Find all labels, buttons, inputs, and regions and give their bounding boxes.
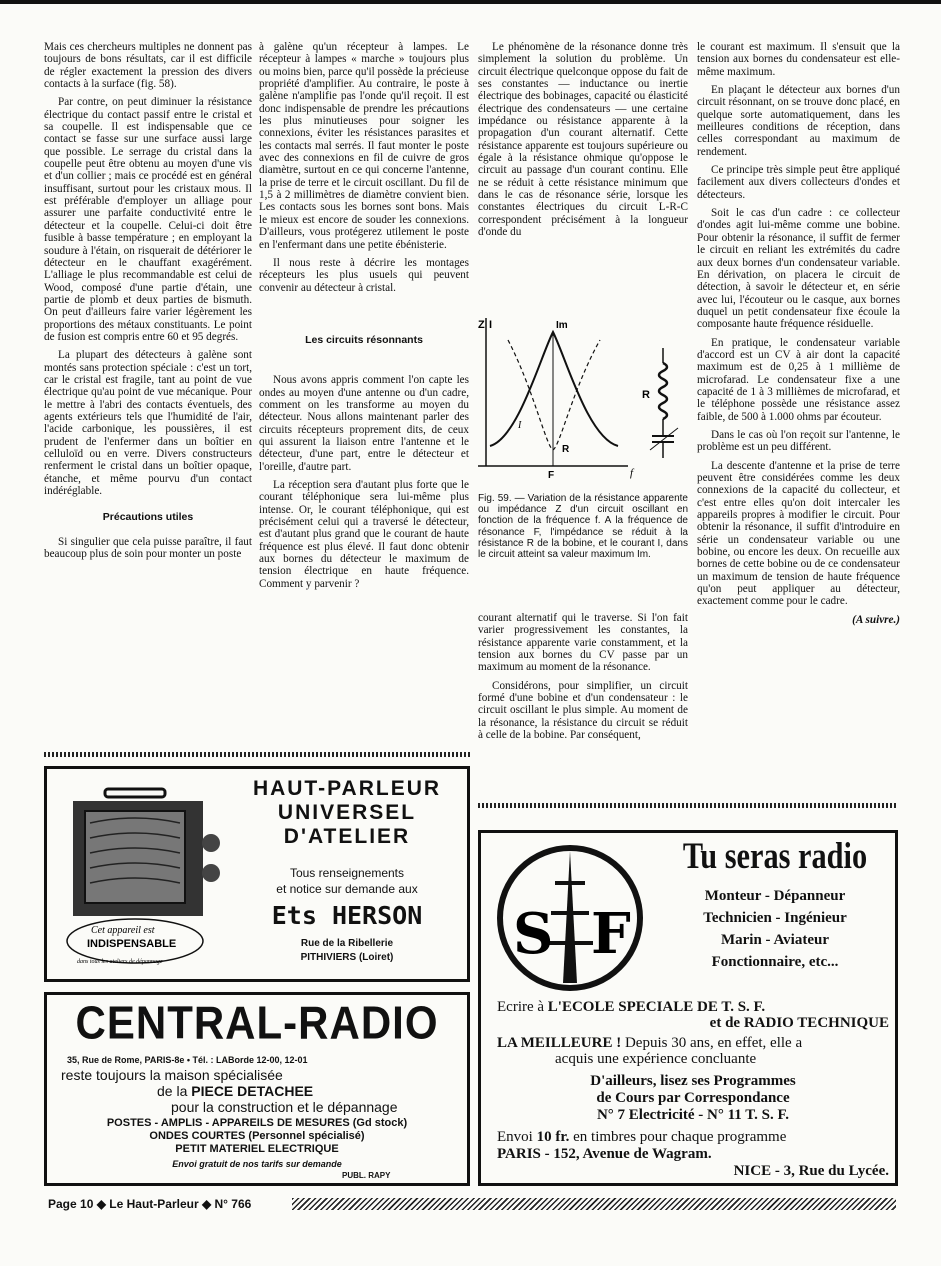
axis-label-z: Z xyxy=(478,319,485,331)
ad-central-radio xyxy=(44,992,470,1186)
badge-line-3: dans tous les ateliers de dépannage xyxy=(77,959,163,965)
ad-title-line: UNIVERSEL xyxy=(277,801,417,824)
paragraph: Il nous reste à décrire les montages récepteurs les plus usuels qui peuvent convenir au détecteur à cristal. xyxy=(259,256,469,294)
badge-line-2: INDISPENSABLE xyxy=(87,938,177,950)
page-footer: Page 10 ◆ Le Haut-Parleur ◆ N° 766 xyxy=(48,1197,252,1211)
label-f: f xyxy=(630,467,634,479)
ad-publisher: PUBL. RAPY xyxy=(342,1171,391,1180)
paragraph: Dans le cas où l'on reçoit sur l'antenne, le problème est un peu différent. xyxy=(697,428,900,454)
ad-street: Rue de la Ribellerie xyxy=(300,938,394,949)
section-heading: Précautions utiles xyxy=(102,511,194,524)
ad-company: Ets HERSON xyxy=(271,901,423,930)
separator xyxy=(44,752,470,757)
ad-line: NICE - 3, Rue du Lycée. xyxy=(733,1163,889,1179)
tsf-logo xyxy=(495,843,645,993)
ad-line: de Cours par Correspondance xyxy=(596,1090,790,1106)
ad-line: N° 7 Electricité - N° 11 T. S. F. xyxy=(596,1107,790,1123)
ad-city: PITHIVIERS (Loiret) xyxy=(300,952,394,963)
ad-line: ONDES COURTES (Personnel spécialisé) xyxy=(149,1130,365,1142)
ad-title-line: HAUT-PARLEUR xyxy=(252,777,442,800)
ad-line: PARIS - 152, Avenue de Wagram. xyxy=(497,1146,712,1162)
paragraph: Soit le cas d'un cadre : ce collecteur d'ondes agit lui-même comme une bobine. Pour obtenir la résonance, il suffit de fermer le circuit en reliant les extrémités du cadre aux deux bornes d'un condensateur variable. En dérivation, on placera le circuit de détection, à savoir le détecteur et, en série avec lui, l'écouteur ou le casque, aux bornes duquel un petit condensateur fixe écoule la composante haute fréquence résiduelle. xyxy=(697,207,900,331)
role-item: Technicien - Ingénieur xyxy=(703,910,847,926)
article-column-3-bottom xyxy=(478,612,688,747)
section-heading: Les circuits résonnants xyxy=(305,333,423,346)
ad-line: en timbres pour chaque programme xyxy=(569,1129,787,1145)
ad-info: et notice sur demande aux xyxy=(276,882,418,896)
ad-line: Ecrire à xyxy=(497,999,548,1015)
coil-label-r: R xyxy=(642,389,650,401)
ad-emphasis: PIECE DETACHEE xyxy=(191,1083,314,1099)
paragraph: Considérons, pour simplifier, un circuit formé d'une bobine et d'un condensateur : le circuit oscillant le plus simple. Au moment de la résonance, la résistance du circuit se réduit à celle de la bobine. Par conséquent, xyxy=(478,679,688,742)
ad-line: reste toujours la maison spécialisée xyxy=(61,1067,283,1083)
top-rule xyxy=(0,0,941,4)
role-item: Fonctionnaire, etc... xyxy=(711,954,839,970)
footer-hatch xyxy=(292,1198,896,1210)
logo-letter-f: F xyxy=(591,901,631,967)
paragraph: Nous avons appris comment l'on capte les ondes au moyen d'une antenne ou d'un cadre, comment on les transforme au moyen du détecteur. Nous allons maintenant parler des circuits récepteurs proprement dits, de ceux qui assurent la liaison entre l'antenne et le détecteur, d'une part, entre le détecteur et l'oreille, d'autre part. xyxy=(259,374,469,473)
paragraph: le courant est maximum. Il s'ensuit que la tension aux bornes du condensateur est elle-même maximum. xyxy=(697,41,900,78)
ad-info: Tous renseignements xyxy=(289,866,405,880)
ad-title: Tu seras radio xyxy=(682,836,868,877)
paragraph: Si singulier que cela puisse paraître, il faut beaucoup plus de soin pour monter un poste xyxy=(44,535,252,561)
ad-line: de la xyxy=(157,1083,192,1099)
ad-line: PETIT MATERIEL ELECTRIQUE xyxy=(175,1143,339,1155)
resonance-figure xyxy=(478,318,688,488)
ad-title-line: D'ATELIER xyxy=(283,825,411,848)
separator xyxy=(478,803,898,808)
paragraph: La descente d'antenne et la prise de terre peuvent être considérées comme les deux connexions de la capacité du collecteur, et c'est entre elles qu'on doit intercaler les appareils propres à modifier le circuit. Pour obtenir la résonance, il suffit d'introduire en série un condensateur variable ou une bobine, ou encore les deux. On recueille aux bornes de cette bobine ou de ce condensateur un maximum de tension de haute fréquence qu'on peut appliquer au détecteur, exactement comme pour le cadre. xyxy=(697,459,900,608)
paragraph: Mais ces chercheurs multiples ne donnent pas toujours de bons résultats, car il est difficile de régler exactement la pression des divers contacts à la surface (fig. 58). xyxy=(44,41,252,91)
ad-emphasis: L'ECOLE SPECIALE DE T. S. F. xyxy=(547,999,766,1015)
loudspeaker-illustration xyxy=(65,783,225,968)
paragraph: Le phénomène de la résonance donne très simplement la solution du problème. Un circuit électrique quelconque oppose du fait de ses constantes — inductance ou inertie électrique des bobinages, capacité ou élasticité électrique des condensateurs — une certaine impédance ou résistance apparente à la propagation d'un courant alternatif. Cette résistance apparente est toujours supérieure ou égale à la résistance ohmique qu'oppose le circuit au passage d'un courant continu. Elle ne se réduit à cette résistance minimum que dans le cas de résonance série, lorsque les constantes électriques du circuit L-R-C correspondent précisément à la longueur d'onde du xyxy=(478,41,688,239)
paragraph: Par contre, on peut diminuer la résistance électrique du contact passif entre le cristal et sa coupelle. Il est indispensable que ce contact se fasse sur une surface aussi large que possible. Le serrage du cristal dans la coupelle peut être obtenu au moyen d'une vis et d'un collier ; mais ce procédé est en général insuffisant, surtout pour les cristaux mous. Il est préférable d'employer un alliage pour assurer une parfaite conductivité entre le détecteur et la coupelle. Celui-ci doit être fusible à basse température ; en employant la soudure à l'étain, on risquerait de détériorer le détecteur en le chauffant exagérément. L'alliage le plus recommandable est celui de Wood, composé d'une partie d'étain, une partie de plomb et deux parties de bismuth. On peut d'ailleurs faire varier légèrement les proportions des métaux constituants. Le point de fusion est compris entre 60 et 95 degrés. xyxy=(44,96,252,343)
paragraph: à galène qu'un récepteur à lampes. Le récepteur à lampes « marche » toujours plus ou moins bien, parce qu'il possède la précieuse propriété d'amplifier. Au contraire, le poste à galène n'amplifie pas l'onde qu'il reçoit. Il est donc indispensable de prendre les précautions les plus minutieuses pour soigner les connexions, éviter les résistances parasites et les contacts mal serrés. Il faut monter le poste avec des connexions en fil de cuivre de gros diamètre, surtout en ce qui concerne l'antenne, la prise de terre et le circuit oscillant. Du fil de 1,5 à 2 millimètres de diamètre convient bien. Les contacts sous les bornes sont bons. Mais le mieux est encore de souder les connexions. D'ailleurs, vous protégerez utilement le poste en l'enfermant dans une petite ébénisterie. xyxy=(259,41,469,251)
paragraph: La plupart des détecteurs à galène sont montés sans protection spéciale : c'est un tort, car le cristal est fragile, tant au point de vue électrique qu'au point de vue mécanique. Pour le mettre à l'abri des contacts éventuels, des agents extérieurs tels que l'humidité de l'air, l'acide carbonique, les poussières, il est prudent de l'enfermer dans un boîtier en celluloïd ou en verre. Divers constructeurs renferment le cristal dans un boîtier opaque, étanche, et même pourvu d'un contact indéréglable. xyxy=(44,349,252,498)
axis-label-i: I xyxy=(489,319,493,331)
ad-title: CENTRAL-RADIO xyxy=(75,996,439,1049)
to-be-continued: (A suivre.) xyxy=(852,613,900,626)
article-column-3-top xyxy=(478,41,688,245)
paragraph: En pratique, le condensateur variable d'accord est un CV à air dont la capacité maximum est de 0,25 à 1 millième de microfarad. Le condensateur fixe a une capacité de 1 à 3 millièmes de microfarad, et le téléphone possède une résistance assez faible, de 500 à 1.000 ohms par écouteur. xyxy=(697,336,900,423)
article-column-2 xyxy=(259,41,469,596)
paragraph: courant alternatif qui le traverse. Si l'on fait varier progressivement les constantes, la résistance apparente varie constamment, et la tension aux bornes du CV passe par un maximum au moment de la résonance. xyxy=(478,612,688,674)
logo-letter-s: S xyxy=(513,901,554,967)
ad-tsf-school xyxy=(478,830,898,1186)
ad-line: Envoi gratuit de nos tarifs sur demande xyxy=(172,1159,342,1169)
paragraph: La réception sera d'autant plus forte que le courant téléphonique sera lui-même plus intense. Or, le courant téléphonique, qui est précisément celui qui a traversé le détecteur, est d'autant plus grand que le courant de haute fréquence est plus élevé. Il faut donc obtenir aux bornes du détecteur le maximum de tension électrique en haute fréquence. Comment y parvenir ? xyxy=(259,478,469,590)
ad-address: 35, Rue de Rome, PARIS-8e • Tél. : LABorde 12-00, 12-01 xyxy=(67,1055,308,1065)
ad-line: et de RADIO TECHNIQUE xyxy=(709,1015,889,1031)
label-r: R xyxy=(562,444,570,455)
ad-line: acquis une expérience concluante xyxy=(555,1051,757,1067)
paragraph: Ce principe très simple peut être appliqué facilement aux divers collecteurs d'ondes et détecteurs. xyxy=(697,164,900,201)
role-item: Marin - Aviateur xyxy=(720,932,830,948)
paragraph: En plaçant le détecteur aux bornes d'un circuit résonnant, on se trouve donc placé, en quelque sorte automatiquement, dans les meilleures conditions de réception, dans celles correspondant au maximum de rendement. xyxy=(697,84,900,158)
ad-line: POSTES - AMPLIS - APPAREILS DE MESURES (Gd stock) xyxy=(106,1117,408,1129)
label-F: F xyxy=(548,470,555,481)
curve-label-i: I xyxy=(518,420,522,431)
ad-herson xyxy=(44,766,470,982)
ad-emphasis: 10 fr. xyxy=(536,1129,570,1145)
article-column-1 xyxy=(44,41,252,566)
article-column-4 xyxy=(697,41,900,626)
ad-line: Envoi xyxy=(497,1129,537,1145)
ad-line: D'ailleurs, lisez ses Programmes xyxy=(590,1073,796,1089)
ad-line: Depuis 30 ans, en effet, elle a xyxy=(624,1035,803,1051)
figure-caption: Fig. 59. — Variation de la résistance apparente ou impédance Z d'un circuit oscillant en fonction de la fréquence f. A la fréquence de résonance F, l'impédance se réduit à la résistance R de la bobine, et le courant I, dans le circuit atteint sa valeur maximum Im. xyxy=(478,493,688,561)
label-im: Im xyxy=(556,320,568,331)
badge-line-1: Cet appareil est xyxy=(91,925,155,936)
ad-line: pour la construction et le dépannage xyxy=(171,1099,398,1115)
ad-emphasis: LA MEILLEURE ! xyxy=(497,1035,625,1051)
role-item: Monteur - Dépanneur xyxy=(704,888,846,904)
